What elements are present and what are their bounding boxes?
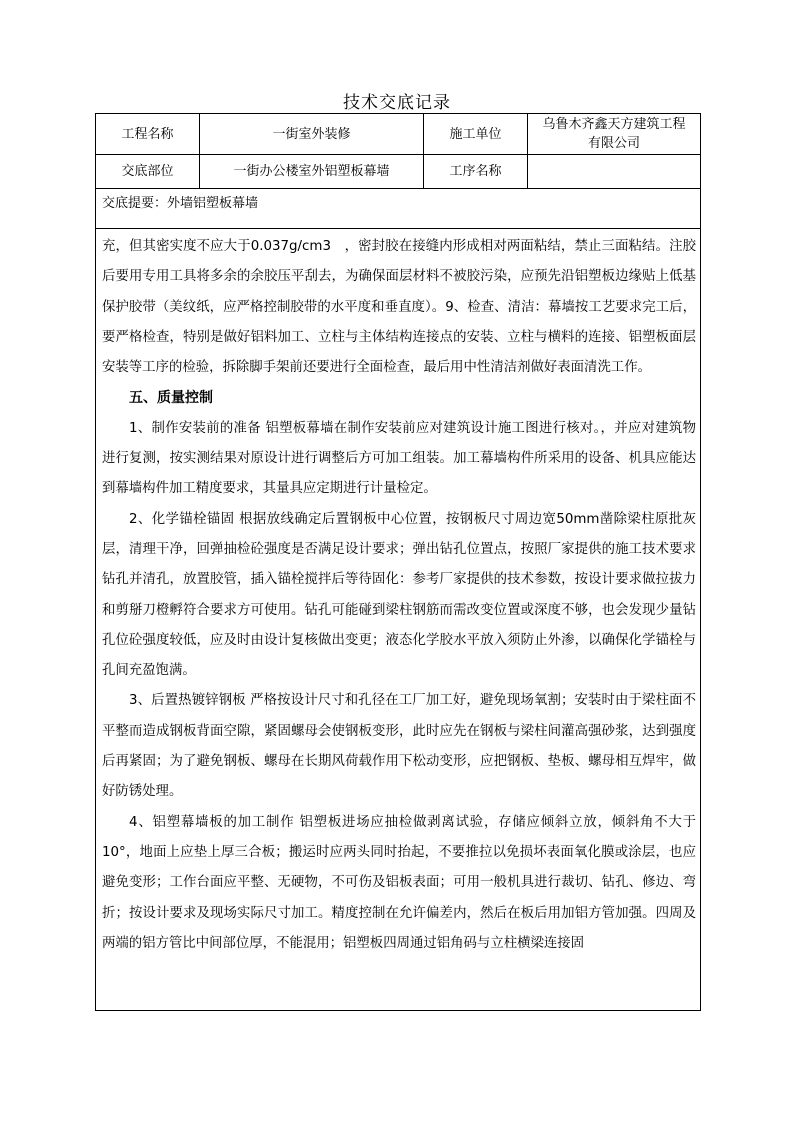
paragraph-continuation: 充，但其密实度不应大于0.037g/cm3 ，密封胶在接缝内形成相对两面粘结，禁止三面粘结。注胶后要用专用工具将多余的余胶压平刮去，为确保面层材料不被胶污染，应预先沿铝塑板边缘贴上低基保护胶带（美纹纸，应严格控制胶带的水平度和垂直度）。9、检查、清洁：幕墙按工艺要求完工后，要严格检查，特别是做好铝料加工、立柱与主体结构连接点的安装、立柱与横料的连接、铝塑板面层安装等工序的检验，拆除脚手架前还要进行全面检查，最后用中性清洁剂做好表面清洗工作。 [102, 239, 696, 376]
project-name-label: 工程名称 [96, 114, 200, 154]
disclosure-summary: 交底提要：外墙铝塑板幕墙 [96, 189, 700, 229]
disclosure-table [95, 113, 701, 1011]
table-row-project [96, 114, 700, 155]
paragraph-panel-fabrication: 4、铝塑幕墙板的加工制作 铝塑板进场应抽检做剥离试验，存储应倾斜立放，倾斜角不大于10°，地面上应垫上厚三合板；搬运时应两头同时抬起，不要推拉以免损坏表面氧化膜或涂层，也应避免变形；工作台面应平整、无硬物，不可伤及铝板表面；可用一般机具进行裁切、钻孔、修边、弯折；按设计要求及现场实际尺寸加工。精度控制在允许偏差内，然后在板后用加铝方管加强。四周及两端的铝方管比中间部位厚，不能混用；铝塑板四周通过铝角码与立柱横梁连接固 [102, 814, 696, 951]
contractor-label: 施工单位 [424, 114, 528, 154]
section-heading-quality: 五、质量控制 [129, 390, 213, 407]
project-name-value: 一街室外装修 [200, 114, 424, 154]
table-row-location [96, 155, 700, 189]
paragraph-preparation: 1、制作安装前的准备 铝塑板幕墙在制作安装前应对建筑设计施工图进行核对。，并应对建筑物进行复测，按实测结果对原设计进行调整后方可加工组装。加工幕墙构件所采用的设备、机具应能达到幕墙构件加工精度要求，其量具应定期进行计量检定。 [102, 420, 696, 497]
disclosure-content [102, 232, 696, 959]
process-name-value [528, 155, 700, 188]
document-title: 技术交底记录 [343, 93, 451, 113]
location-value: 一街办公楼室外铝塑板幕墙 [200, 155, 424, 188]
paragraph-steel-plate: 3、后置热镀锌钢板 严格按设计尺寸和孔径在工厂加工好，避免现场氧割；安装时由于梁柱面不平整而造成钢板背面空隙，紧固螺母会使钢板变形，此时应先在钢板与梁柱间灌高强砂浆，达到强度后再紧固；为了避免钢板、螺母在长期风荷载作用下松动变形，应把钢板、垫板、螺母相互焊牢，做好防锈处理。 [102, 693, 696, 800]
contractor-value: 乌鲁木齐鑫天方建筑工程有限公司 [542, 117, 686, 151]
process-name-label: 工序名称 [424, 155, 528, 188]
location-label: 交底部位 [96, 155, 200, 188]
paragraph-anchor: 2、化学锚栓锚固 根据放线确定后置钢板中心位置，按钢板尺寸周边宽50mm凿除梁柱原批灰层，清理干净，回弹抽检砼强度是否满足设计要求；弹出钻孔位置点，按照厂家提供的施工技术要求钻孔并清孔，放置胶管，插入锚栓搅拌后等待固化：参考厂家提供的技术参数，按设计要求做拉拔力和剪掰刀橙孵符合要求方可使用。钻孔可能碰到梁柱钢筋而需改变位置或深度不够，也会发现少量钻孔位砼强度较低，应及时由设计复核做出变更；液态化学胶水平放入须防止外渗，以确保化学锚栓与孔间充盈饱满。 [102, 511, 696, 679]
